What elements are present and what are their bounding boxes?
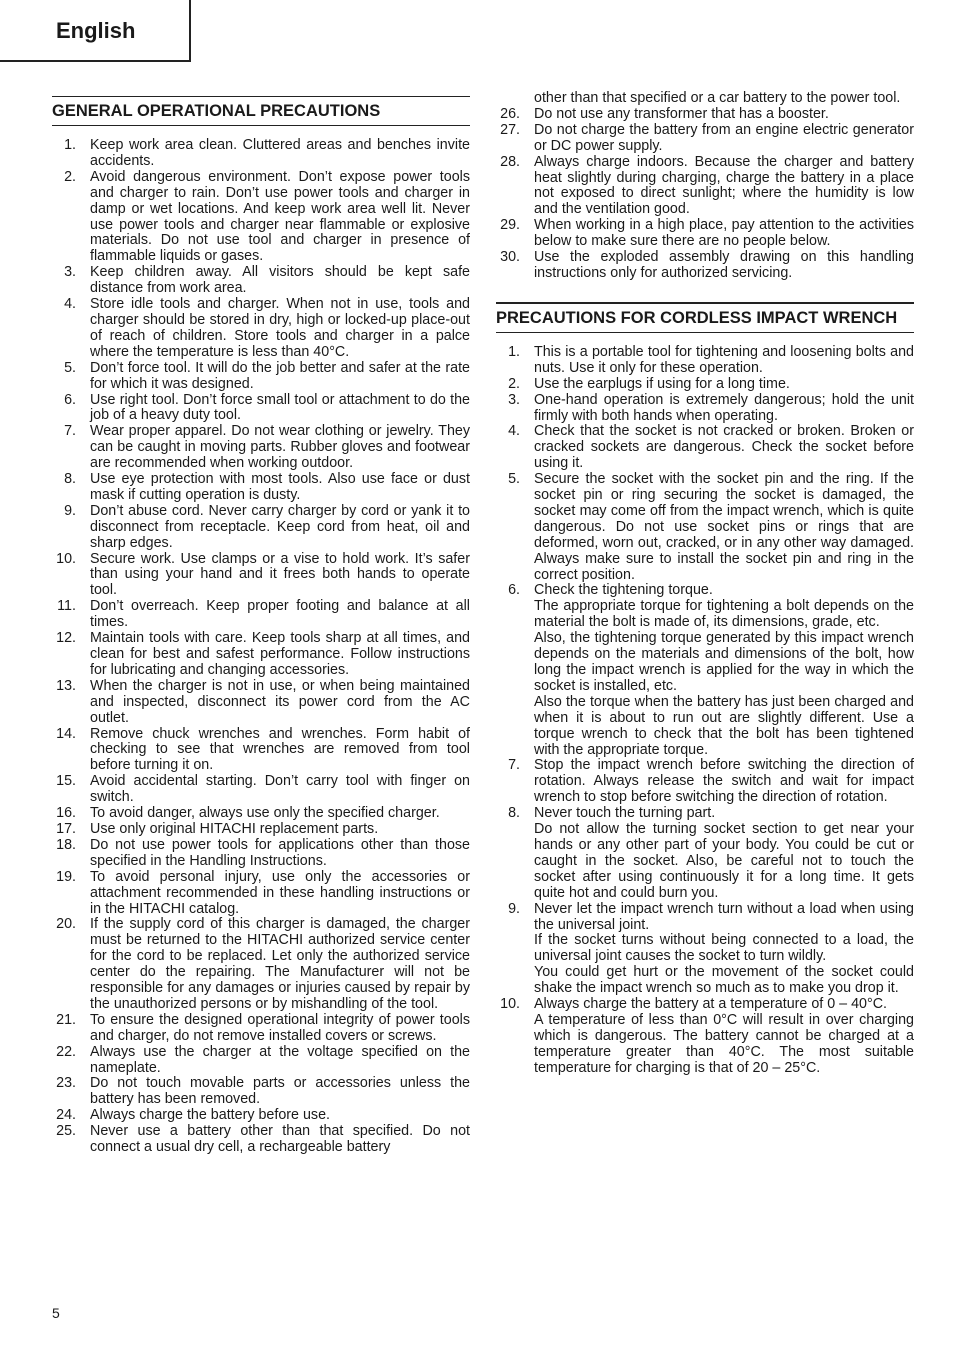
list-item: 28. Always charge indoors. Because the charger and battery heat slightly during charging, charge the battery in a place not exposed to direct sunlight; where the humidity is low and the ventilation good.	[500, 153, 914, 218]
list-item: 24. Always charge the battery before use.	[56, 1107, 331, 1124]
list-item: 7. Stop the impact wrench before switching the direction of rotation. Always release the switch and wait for impact wrench to stop before switching the direction of rotation.	[508, 757, 914, 806]
list-item: 22. Always use the charger at the voltage specified on the nameplate.	[56, 1043, 470, 1076]
list-item: 16. To avoid danger, always use only the specified charger.	[56, 805, 440, 822]
list-item: 2. Avoid dangerous environment. Don’t expose power tools and charger to rain. Don’t use power tools and charger in damp or wet locations. And keep work area well lit. Never use power tools and charger near flammable or explosive materials. Do not use tool and charger in presence of flammable liquids or gases.	[64, 168, 470, 265]
list-item: 19. To avoid personal injury, use only the accessories or attachment recommended in these handling instructions or in the HITACHI catalog.	[56, 868, 470, 917]
list-item: 5. Don’t force tool. It will do the job better and safer at the rate for which it was designed.	[64, 359, 470, 392]
list-item: 6. Check the tightening torque. The appropriate torque for tightening a bolt depends on the material the bolt is made of, its dimensions, grade, etc. Also, the tightening torque generated by this impact wrench depends on the materials and dimensions of the bolt, how long the impact wrench is applied for the way in which the socket is installed, etc. Also the torque when the battery has just been charged and when it is about to run out are slightly different. Use a torque wrench to check that the bolt has been tightened with the appropriate torque.	[508, 582, 914, 758]
page-number: 5	[52, 1305, 60, 1321]
list-item: 8. Never touch the turning part. Do not allow the turning socket section to get near your hands or any other part of your body. You could be cut or caught in the socket. Also, be careful not to touch the socket after using continuously it for a long time. It gets quite hot and could burn you.	[508, 805, 914, 901]
list-item: 9. Don’t abuse cord. Never carry charger by cord or yank it to disconnect from receptacle. Keep cord from heat, oil and sharp edges.	[64, 502, 470, 551]
list-item: 10. Always charge the battery at a temperature of 0 – 40°C. A temperature of less than 0°C will result in over charging which is dangerous. The battery cannot be charged at a temperature greater than 40°C. The most suitable temperature for charging is that of 20 – 25°C.	[500, 996, 914, 1076]
list-item: 29. When working in a high place, pay attention to the activities below to make sure there are no people below.	[500, 217, 914, 250]
left-column	[52, 96, 470, 1156]
list-item: 9. Never let the impact wrench turn without a load when using the universal joint. If the socket turns without being connected to a load, the universal joint causes the socket to turn wildly. You could get hurt or the movement of the socket could shake the impact wrench so much as to make you drop it.	[508, 900, 914, 997]
list-item: 2. Use the earplugs if using for a long time.	[508, 375, 790, 392]
list-item: 26. Do not use any transformer that has a booster.	[500, 105, 829, 122]
list-item: 20. If the supply cord of this charger is damaged, the charger must be returned to the HITACHI authorized service center for the cord to be replaced. Let only the authorized service center do the repairing. The Manufacturer will not be responsible for any damages or injuries caused by repair by the unauthorized persons or by mishandling of the tool.	[56, 916, 470, 1012]
list-item: 3. Keep children away. All visitors should be kept safe distance from work area.	[64, 264, 470, 297]
language-tab	[0, 0, 191, 62]
list-item: 17. Use only original HITACHI replacement parts.	[56, 820, 379, 837]
general-precautions-list-continued	[496, 107, 914, 282]
list-item: 1. This is a portable tool for tightening and loosening bolts and nuts. Use it only for these operation.	[508, 343, 914, 376]
list-item: 30. Use the exploded assembly drawing on this handling instructions only for authorized servicing.	[500, 249, 914, 281]
list-item: 12. Maintain tools with care. Keep tools sharp at all times, and clean for best and safest performance. Follow instructions for lubricating and changing accessories.	[56, 630, 470, 678]
list-item: 6. Use right tool. Don’t force small tool or attachment to do the job of a heavy duty tool.	[64, 391, 470, 424]
list-item: 8. Use eye protection with most tools. Also use face or dust mask if cutting operation is dusty.	[64, 471, 470, 503]
list-item: 27. Do not charge the battery from an engine electric generator or DC power supply.	[500, 121, 914, 154]
general-precautions-list	[52, 138, 470, 1156]
list-item: 15. Avoid accidental starting. Don’t carry tool with finger on switch.	[56, 773, 470, 806]
language-label: English	[56, 18, 136, 43]
list-item: 7. Wear proper apparel. Do not wear clothing or jewelry. They can be caught in moving parts. Rubber gloves and footwear are recommended when working outdoor.	[64, 423, 470, 472]
list-item: 4. Store idle tools and charger. When not in use, tools and charger should be stored in dry, high or locked-up place-out of reach of children. Store tools and charger in a palce where the temperature is less than 40°C.	[64, 296, 470, 360]
right-column	[496, 91, 914, 1077]
impact-wrench-precautions-list	[496, 345, 914, 1077]
general-precautions-heading: GENERAL OPERATIONAL PRECAUTIONS	[52, 96, 470, 126]
list-item-continuation: other than that specified or a car battery to the power tool.	[534, 90, 901, 106]
list-item: 3. One-hand operation is extremely dangerous; hold the unit firmly with both hands when operating.	[508, 391, 914, 424]
impact-wrench-precautions-heading: PRECAUTIONS FOR CORDLESS IMPACT WRENCH	[496, 302, 914, 333]
list-item: 1. Keep work area clean. Cluttered areas and benches invite accidents.	[64, 137, 470, 169]
list-item: 25. Never use a battery other than that specified. Do not connect a usual dry cell, a rechargeable battery	[56, 1123, 470, 1156]
list-item: 14. Remove chuck wrenches and wrenches. Form habit of checking to see that wrenches are removed from tool before turning it on.	[56, 725, 470, 774]
list-item: 5. Secure the socket with the socket pin and the ring. If the socket pin or ring securing the socket is damaged, the socket may come off from the impact wrench, which is quite dangerous. Do not use socket pins or rings that are deformed, worn out, cracked, or in any other way damaged. Always make sure to install the socket pin and ring in the correct position.	[508, 471, 914, 583]
list-item: 23. Do not touch movable parts or accessories unless the battery has been removed.	[56, 1075, 470, 1108]
list-item: 13. When the charger is not in use, or when being maintained and inspected, disconnect its power cord from the AC outlet.	[56, 677, 470, 726]
list-item: 21. To ensure the designed operational integrity of power tools and charger, do not remove installed covers or screws.	[56, 1011, 470, 1044]
list-item: 10. Secure work. Use clamps or a vise to hold work. It’s safer than using your hand and it frees both hands to operate tool.	[56, 550, 470, 599]
list-item: 11. Don’t overreach. Keep proper footing and balance at all times.	[57, 598, 470, 631]
list-item: 4. Check that the socket is not cracked or broken. Broken or cracked sockets are dangerous. Check the socket before using it.	[508, 423, 914, 472]
list-item: 18. Do not use power tools for applications other than those specified in the Handling Instructions.	[56, 836, 470, 869]
